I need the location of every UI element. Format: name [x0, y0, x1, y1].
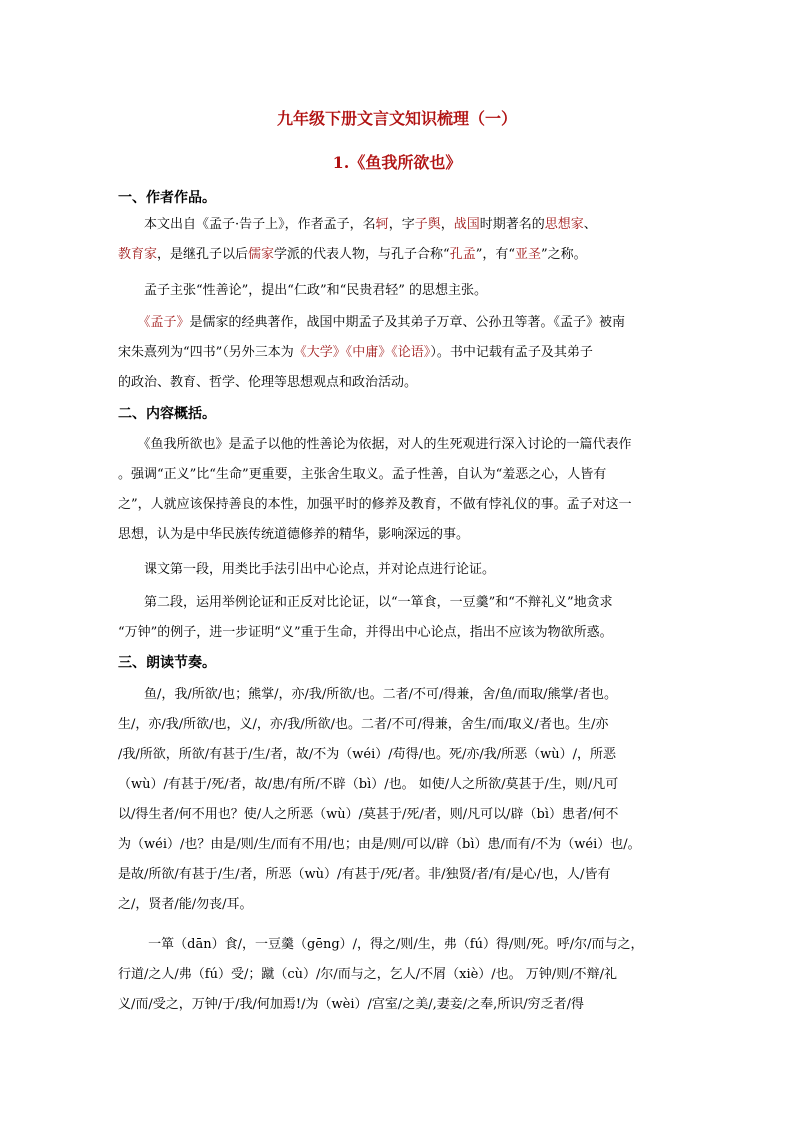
- text-run: 是儒家的经典著作，战国中期孟子及其弟子万章、公孙丑等著。《孟子》被南: [189, 315, 626, 330]
- highlight-term: 轲: [375, 217, 389, 232]
- highlight-term: 思想家: [544, 217, 584, 232]
- text-line: 以/得生者/何不用也？使/人之所恶（wù）/莫甚于/死/者，则/凡可以/辟（bì）患者/何不: [118, 807, 619, 822]
- text-line: 的政治、教育、哲学、伦理等思想观点和政治活动。: [118, 375, 418, 390]
- text-line: 鱼/，我/所欲/也；熊掌/，亦/我/所欲/也。二者/不可/得兼，舍/鱼/而取/熊掌/者也。: [118, 687, 617, 702]
- paragraph-author-intro: [118, 210, 678, 270]
- text-line: 思想，认为是中华民族传统道德修养的精华，影响深远的事。: [118, 527, 470, 542]
- text-run: ，作者孟子，名: [284, 217, 376, 232]
- article-title: 1.《鱼我所欲也》: [332, 153, 462, 172]
- text-line: “万钟”的例子，进一步证明“义”重于生命，并得出中心论点，指出不应该为物欲所惑。: [118, 625, 613, 640]
- text-run: ，是继孔子以后: [157, 247, 249, 262]
- highlight-term: 子舆: [414, 217, 441, 232]
- paragraph-mencius-book: [118, 308, 678, 398]
- paragraph-rhythm-1: [118, 680, 678, 920]
- highlight-term: 亚圣: [515, 247, 542, 262]
- text-line: [118, 308, 678, 338]
- text-line: [118, 210, 678, 240]
- text-line: （wù）/有甚于/死/者，故/患/有所/不辟（bì）/也。 如使/人之所欲/莫甚于/生，则/凡可: [118, 777, 619, 792]
- text-run: ，字: [388, 217, 415, 232]
- section-heading-rhythm: 三、朗读节奏。: [118, 655, 216, 671]
- text-run: 、: [583, 217, 597, 232]
- text-line: 第二段，运用举例论证和正反对比论证，以“一箪食，一豆羹”和“不辩礼义”地贪求: [118, 595, 613, 610]
- text-run: [118, 315, 144, 330]
- section-heading-author: 一、作者作品。: [118, 190, 216, 206]
- section-heading-summary: 二、内容概括。: [118, 406, 216, 422]
- text-line: [118, 338, 678, 368]
- highlight-term: 儒家: [248, 247, 275, 262]
- text-run: 宋朱熹列为“四书”（另外三本为: [118, 345, 294, 360]
- text-line: 之”，人就应该保持善良的本性，加强平时的修养及教育，不做有悖礼仪的事。孟子对这一: [118, 497, 632, 512]
- text-line: 之/，贤者/能/勿丧/耳。: [118, 897, 253, 912]
- text-line: 课文第一段，用类比手法引出中心论点，并对论点进行论证。: [118, 562, 496, 577]
- text-run: ，: [440, 217, 454, 232]
- highlight-term: 战国: [453, 217, 480, 232]
- text-run: 《孟子·告子上》: [196, 217, 285, 232]
- text-line: 一箪（dān）食/，一豆羹（gēng）/，得之/则/生，弗（fú）得/则/死。呼/尔/而与之，: [118, 937, 644, 952]
- paragraph-second-section: [118, 588, 678, 648]
- page-title: 九年级下册文言文知识梳理（一）: [276, 109, 517, 128]
- paragraph-summary: [118, 430, 678, 550]
- text-run: 时期著名的: [479, 217, 545, 232]
- text-line: /我/所欲，所欲/有甚于/生/者，故/不为（wéi）/苟得/也。死/亦/我/所恶（wù）/，所恶: [118, 747, 617, 762]
- paragraph-first-section: [118, 555, 678, 585]
- text-line: 孟子主张“性善论”，提出“仁政”和“民贵君轻” 的思想主张。: [118, 283, 488, 298]
- text-run: ）。书中记载有孟子及其弟子: [430, 345, 593, 360]
- paragraph-rhythm-2: [118, 930, 678, 1020]
- highlight-term: 孔孟: [449, 247, 476, 262]
- text-run: 学派的代表人物，与孔子合称“: [274, 247, 450, 262]
- text-line: [118, 240, 678, 270]
- paragraph-mencius-ideas: [118, 276, 678, 306]
- text-line: 《鱼我所欲也》是孟子以他的性善论为依据，对人的生死观进行深入讨论的一篇代表作: [118, 437, 632, 452]
- text-run: 本文出自: [118, 217, 197, 232]
- text-line: 是故/所欲/有甚于/生/者，所恶（wù）/有甚于/死/者。非/独贤/者/有/是心/也，人/皆有: [118, 867, 611, 882]
- highlight-term: 教育家: [118, 247, 158, 262]
- text-line: 行道/之人/弗（fú）受/；蹴（cù）/尔/而与之，乞人/不屑（xiè）/也。 万钟/则/不辩/礼: [118, 967, 617, 982]
- text-run: ”之称。: [541, 247, 587, 262]
- text-line: 。强调“正义”比“生命”更重要，主张舍生取义。孟子性善，自认为“羞恶之心，人皆有: [118, 467, 607, 482]
- text-run: ”，有“: [475, 247, 516, 262]
- text-line: 义/而/受之，万钟/于/我/何加焉!/为（wèi）/宫室/之美/,妻妾/之奉,所识/穷乏者/得: [118, 997, 585, 1012]
- highlight-term: 《大学》《中庸》《论语》: [293, 345, 431, 360]
- text-line: 为（wéi）/也？由是/则/生/而有不用/也；由是/则/可以/辟（bì）患/而有/不为（wéi）也/。: [118, 837, 641, 852]
- text-line: 生/，亦/我/所欲/也，义/，亦/我/所欲/也。二者/不可/得兼，舍生/而/取义/者也。生/亦: [118, 717, 609, 732]
- highlight-term: 《孟子》: [144, 315, 190, 330]
